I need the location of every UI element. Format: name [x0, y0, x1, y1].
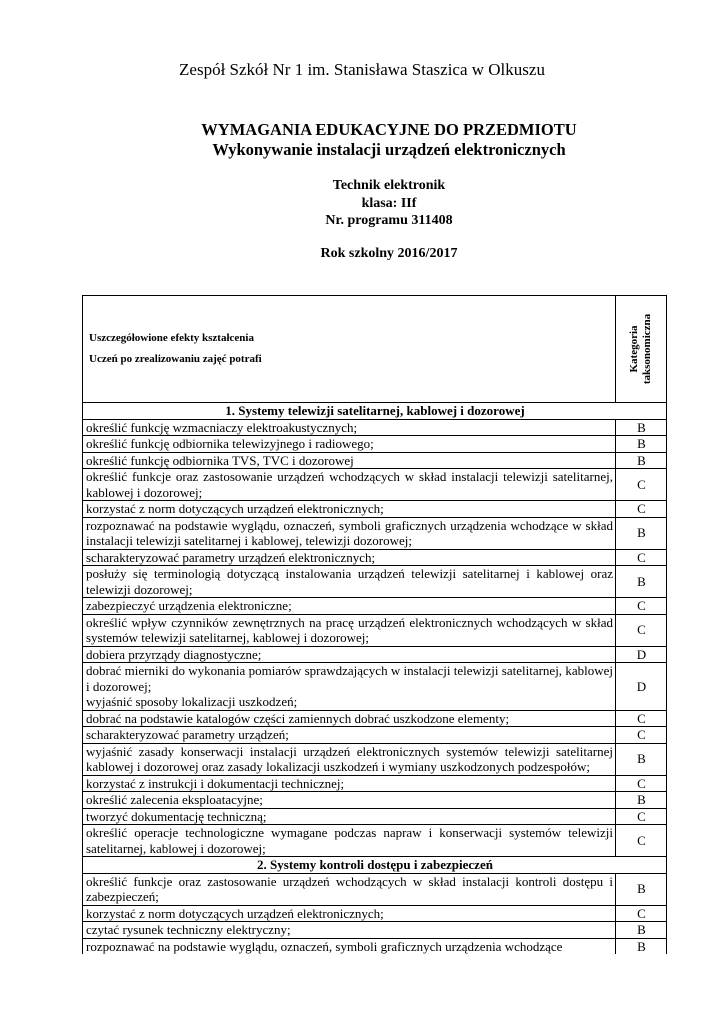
taxonomy-category: C — [616, 614, 667, 646]
effects-header — [83, 296, 616, 403]
effects-header-line1: Uszczegółowione efekty kształcenia — [89, 331, 254, 344]
table-row — [83, 501, 667, 518]
table-row — [83, 922, 667, 939]
taxonomy-category: B — [616, 922, 667, 939]
table-row — [83, 825, 667, 857]
school-year: Rok szkolny 2016/2017 — [320, 246, 458, 261]
learning-effect: określić wpływ czynników zewnętrznych na pracę urządzeń elektronicznych wchodzących w skład systemów telewizji satelitarnej, kablowej i dozorowej; — [83, 614, 616, 646]
table-row — [83, 905, 667, 922]
table-row — [83, 663, 667, 711]
taxonomy-category: B — [616, 938, 667, 954]
taxonomy-category: C — [616, 727, 667, 744]
taxonomy-category: B — [616, 436, 667, 453]
subject-title: Wykonywanie instalacji urządzeń elektronicznych — [212, 140, 566, 159]
requirements-table — [82, 295, 667, 954]
taxonomy-category: B — [616, 743, 667, 775]
profession: Technik elektronik — [332, 178, 446, 193]
table-header-row — [83, 296, 667, 403]
program-number: Nr. programu 311408 — [325, 213, 453, 228]
table-row — [83, 646, 667, 663]
learning-effect: korzystać z norm dotyczących urządzeń elektronicznych; — [83, 501, 616, 518]
table-row — [83, 436, 667, 453]
taxonomy-category: C — [616, 549, 667, 566]
table-row — [83, 598, 667, 615]
category-header-line1: Kategoria — [628, 325, 640, 373]
table-row — [83, 775, 667, 792]
taxonomy-category: D — [616, 663, 667, 711]
table-row — [83, 517, 667, 549]
taxonomy-category: C — [616, 469, 667, 501]
learning-effect: określić funkcje oraz zastosowanie urządzeń wchodzących w skład instalacji telewizji satelitarnej, kablowej i dozorowej; — [83, 469, 616, 501]
learning-effect: dobrać na podstawie katalogów części zamiennych dobrać uszkodzone elementy; — [83, 710, 616, 727]
taxonomy-category: C — [616, 808, 667, 825]
learning-effect: określić funkcję odbiornika telewizyjnego i radiowego; — [83, 436, 616, 453]
table-row — [83, 792, 667, 809]
taxonomy-category: C — [616, 501, 667, 518]
learning-effect: dobiera przyrządy diagnostyczne; — [83, 646, 616, 663]
taxonomy-category: C — [616, 905, 667, 922]
category-header-line2: taksonomiczna — [641, 313, 653, 385]
learning-effect: określić funkcję odbiornika TVS, TVC i dozorowej — [83, 452, 616, 469]
taxonomy-category: B — [616, 566, 667, 598]
learning-effect: określić funkcję wzmacniaczy elektroakustycznych; — [83, 419, 616, 436]
section-title: 2. Systemy kontroli dostępu i zabezpieczeń — [83, 857, 667, 874]
section-row — [83, 857, 667, 874]
taxonomy-category: B — [616, 452, 667, 469]
table-row — [83, 566, 667, 598]
class-label: klasa: IIf — [361, 196, 417, 211]
learning-effect: rozpoznawać na podstawie wyglądu, oznaczeń, symboli graficznych urządzenia wchodzące w skład instalacji telewizji satelitarnej i kablowej, telewizji dozorowej; — [83, 517, 616, 549]
learning-effect: określić zalecenia eksploatacyjne; — [83, 792, 616, 809]
table-row — [83, 469, 667, 501]
learning-effect: scharakteryzować parametry urządzeń elektronicznych; — [83, 549, 616, 566]
effects-header-line2: Uczeń po zrealizowaniu zajęć potrafi — [89, 353, 262, 365]
learning-effect: tworzyć dokumentację techniczną; — [83, 808, 616, 825]
taxonomy-category: D — [616, 646, 667, 663]
learning-effect: czytać rysunek techniczny elektryczny; — [83, 922, 616, 939]
learning-effect: korzystać z norm dotyczących urządzeń elektronicznych; — [83, 905, 616, 922]
learning-effect: wyjaśnić zasady konserwacji instalacji urządzeń elektronicznych systemów telewizji satelitarnej kablowej i dozorowej oraz zasady lokalizacji uszkodzeń i wymiany uszkodzonych podzespołów; — [83, 743, 616, 775]
learning-effect: dobrać mierniki do wykonania pomiarów sprawdzających w instalacji telewizji satelitarnej, kablowej i dozorowej; wyjaśnić sposoby lokalizacji uszkodzeń; — [83, 663, 616, 711]
learning-effect: określić operacje technologiczne wymagane podczas napraw i konserwacji systemów telewizji satelitarnej, kablowej i dozorowej; — [83, 825, 616, 857]
table-row — [83, 873, 667, 905]
table-row — [83, 614, 667, 646]
learning-effect: scharakteryzować parametry urządzeń; — [83, 727, 616, 744]
taxonomy-category: B — [616, 873, 667, 905]
table-row — [83, 710, 667, 727]
table-row — [83, 549, 667, 566]
taxonomy-category: C — [616, 825, 667, 857]
learning-effect: posłuży się terminologią dotyczącą instalowania urządzeń telewizji satelitarnej i kablowej oraz telewizji dozorowej; — [83, 566, 616, 598]
taxonomy-category: C — [616, 598, 667, 615]
section-row — [83, 403, 667, 420]
taxonomy-category: C — [616, 775, 667, 792]
learning-effect: zabezpieczyć urządzenia elektroniczne; — [83, 598, 616, 615]
table-row — [83, 938, 667, 954]
taxonomy-category: B — [616, 517, 667, 549]
school-name: Zespół Szkół Nr 1 im. Stanisława Staszica w Olkuszu — [179, 60, 545, 79]
learning-effect: korzystać z instrukcji i dokumentacji technicznej; — [83, 775, 616, 792]
document-title: WYMAGANIA EDUKACYJNE DO PRZEDMIOTU — [201, 120, 577, 139]
table-row — [83, 727, 667, 744]
section-title: 1. Systemy telewizji satelitarnej, kablowej i dozorowej — [83, 403, 667, 420]
table-row — [83, 743, 667, 775]
taxonomy-category: B — [616, 419, 667, 436]
table-row — [83, 419, 667, 436]
taxonomy-category: B — [616, 792, 667, 809]
table-row — [83, 808, 667, 825]
category-header — [616, 296, 667, 403]
learning-effect: określić funkcje oraz zastosowanie urządzeń wchodzących w skład instalacji kontroli dostępu i zabezpieczeń; — [83, 873, 616, 905]
learning-effect: rozpoznawać na podstawie wyglądu, oznaczeń, symboli graficznych urządzenia wchodzące — [83, 938, 616, 954]
table-row — [83, 452, 667, 469]
taxonomy-category: C — [616, 710, 667, 727]
